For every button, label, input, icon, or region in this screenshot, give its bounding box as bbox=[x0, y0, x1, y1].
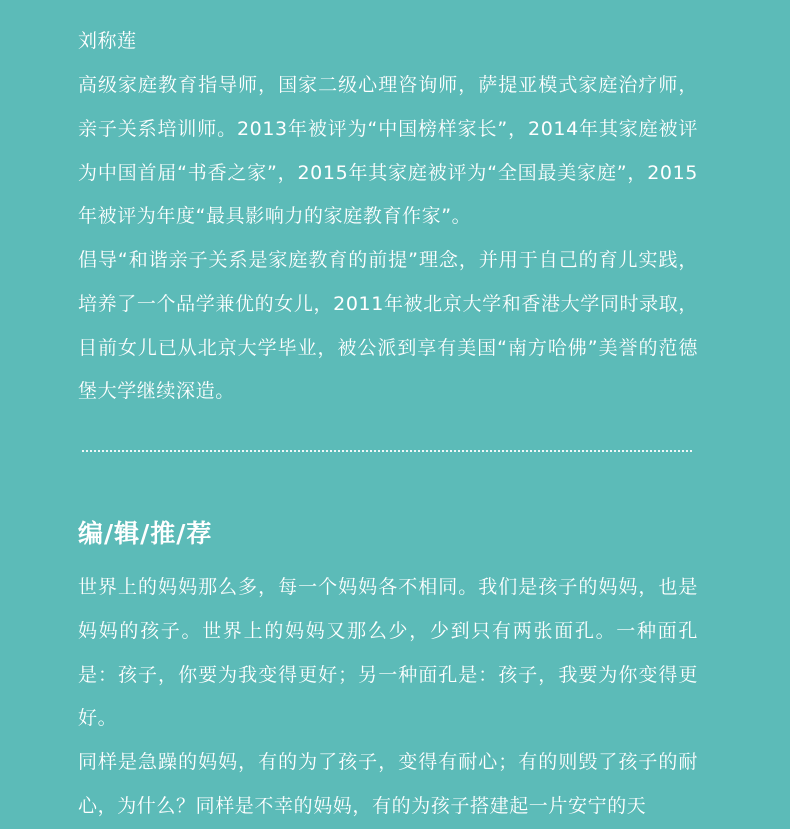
recommendation-paragraph: 同样是急躁的妈妈，有的为了孩子，变得有耐心；有的则毁了孩子的耐心，为什么？同样是不幸的妈妈，有的为孩子搭建起一片安宁的天 bbox=[78, 751, 698, 817]
author-bio-paragraph: 倡导“和谐亲子关系是家庭教育的前提”理念，并用于自己的育儿实践，培养了一个品学兼优的女儿，2011年被北京大学和香港大学同时录取，目前女儿已从北京大学毕业，被公派到享有美国“南方哈佛”美誉的范德堡大学继续深造。 bbox=[78, 249, 698, 403]
dotted-divider bbox=[82, 450, 692, 452]
author-name: 刘称莲 bbox=[78, 30, 137, 52]
section-title: 编/辑/推/荐 bbox=[78, 519, 213, 548]
recommendation-paragraph: 世界上的妈妈那么多，每一个妈妈各不相同。我们是孩子的妈妈，也是妈妈的孩子。世界上的妈妈又那么少，少到只有两张面孔。一种面孔是：孩子，你要为我变得更好；另一种面孔是：孩子，我要为你变得更好。 bbox=[78, 576, 698, 730]
author-bio bbox=[78, 64, 698, 414]
recommendation-text bbox=[78, 566, 698, 829]
author-bio-paragraph: 高级家庭教育指导师，国家二级心理咨询师，萨提亚模式家庭治疗师，亲子关系培训师。2013年被评为“中国榜样家长”，2014年其家庭被评为中国首届“书香之家”，2015年其家庭被评为“全国最美家庭”，2015年被评为年度“最具影响力的家庭教育作家”。 bbox=[78, 74, 698, 228]
